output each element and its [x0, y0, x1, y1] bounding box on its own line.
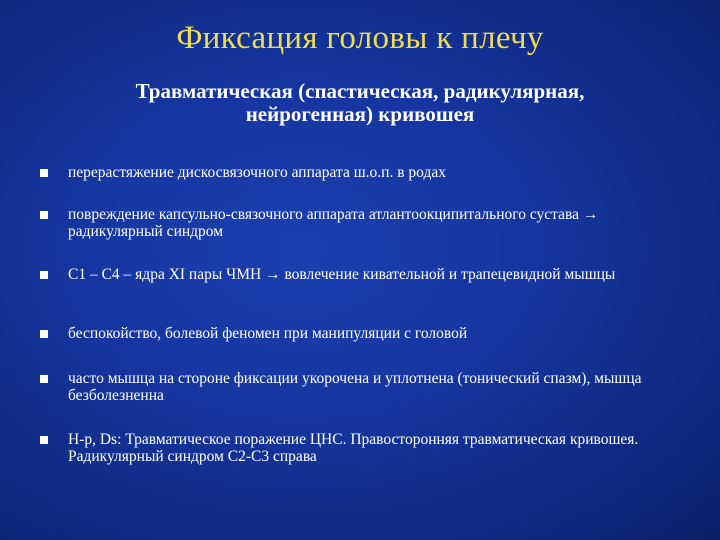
bullet-item [36, 325, 696, 342]
square-bullet-icon [40, 375, 48, 383]
bullet-item [36, 164, 696, 181]
bullet-text: повреждение капсульно-связочного аппарата атлантоокципитального сустава → радикулярный синдром [68, 206, 599, 240]
bullet-item [36, 370, 696, 404]
bullet-item [36, 431, 696, 465]
square-bullet-icon [40, 169, 48, 177]
square-bullet-icon [40, 211, 48, 219]
bullet-text: беспокойство, болевой феномен при манипуляции с головой [68, 325, 468, 342]
bullet-item [36, 206, 696, 240]
bullet-text: перерастяжение дискосвязочного аппарата ш.о.п. в родах [68, 164, 446, 181]
slide-title: Фиксация головы к плечу [176, 20, 544, 56]
bullet-item [36, 266, 696, 283]
bullet-text: Н-р, Ds: Травматическое поражение ЦНС. Правосторонняя травматическая кривошея. Радикулярный синдром С2-С3 справа [68, 431, 639, 465]
slide-subtitle: Травматическая (спастическая, радикулярная, нейрогенная) кривошея [135, 79, 585, 126]
square-bullet-icon [40, 436, 48, 444]
square-bullet-icon [40, 271, 48, 279]
bullet-text: часто мышца на стороне фиксации укорочена и уплотнена (тонический спазм), мышца безболезненна [68, 370, 642, 404]
bullet-text: С1 – С4 – ядра XI пары ЧМН → вовлечение кивательной и трапецевидной мышцы [68, 266, 616, 283]
square-bullet-icon [40, 330, 48, 338]
